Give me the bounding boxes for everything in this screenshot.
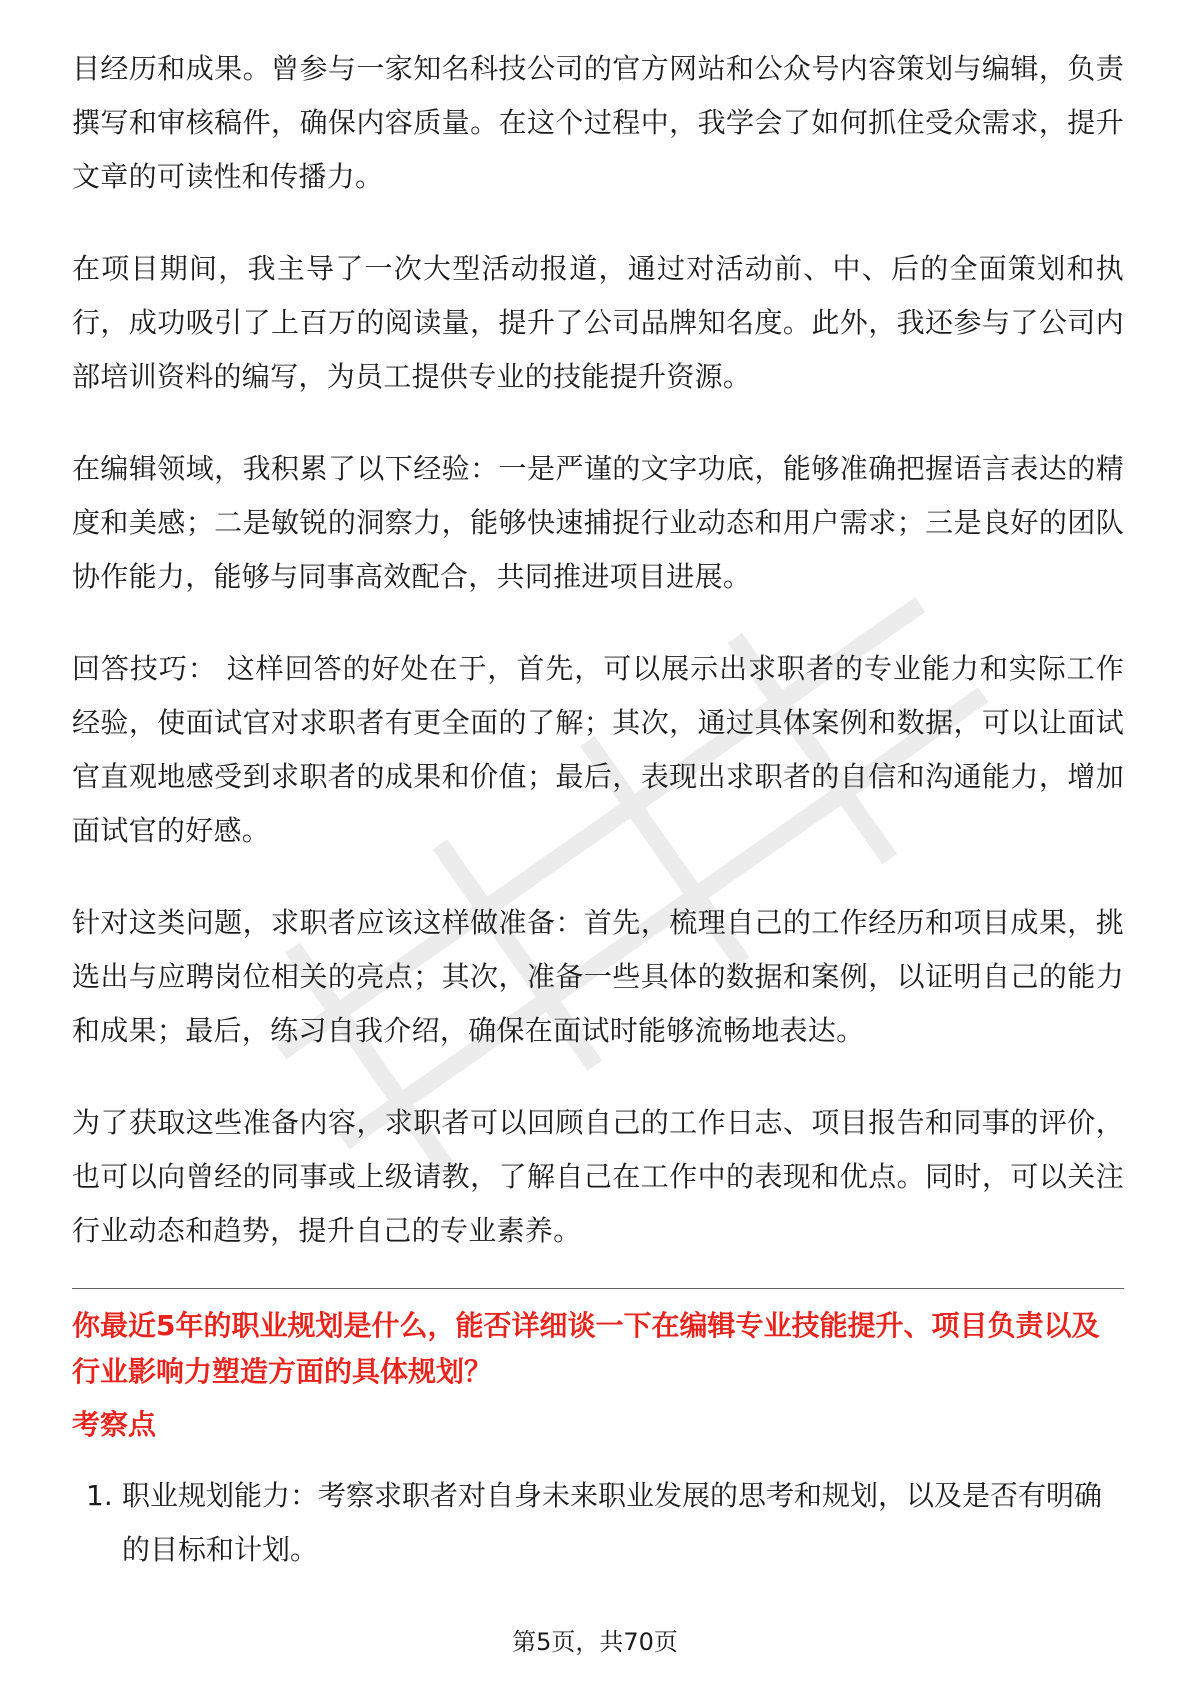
document-page xyxy=(72,42,1124,1577)
section-title: 考察点 xyxy=(72,1408,157,1441)
paragraph-6: 为了获取这些准备内容，求职者可以回顾自己的工作日志、项目报告和同事的评价，也可以向曾经的同事或上级请教，了解自己在工作中的表现和优点。同时，可以关注行业动态和趋势，提升自己的专业素养。 xyxy=(72,1106,1124,1247)
page-footer: 第5页，共70页 xyxy=(512,1628,678,1656)
list-item-number: 1. xyxy=(86,1479,113,1512)
list-item xyxy=(72,1469,1124,1577)
section-divider xyxy=(72,1288,1124,1289)
paragraph-3: 在编辑领域，我积累了以下经验：一是严谨的文字功底，能够准确把握语言表达的精度和美感；二是敏锐的洞察力，能够快速捕捉行业动态和用户需求；三是良好的团队协作能力，能够与同事高效配合，共同推进项目进展。 xyxy=(72,452,1124,593)
list-item-text: 职业规划能力：考察求职者对自身未来职业发展的思考和规划，以及是否有明确的目标和计划。 xyxy=(122,1479,1103,1566)
paragraph-1: 目经历和成果。曾参与一家知名科技公司的官方网站和公众号内容策划与编辑，负责撰写和审核稿件，确保内容质量。在这个过程中，我学会了如何抓住受众需求，提升文章的可读性和传播力。 xyxy=(72,52,1124,193)
interview-question: 你最近5年的职业规划是什么，能否详细谈一下在编辑专业技能提升、项目负责以及行业影响力塑造方面的具体规划？ xyxy=(72,1309,1100,1388)
paragraph-4: 回答技巧： 这样回答的好处在于，首先，可以展示出求职者的专业能力和实际工作经验，使面试官对求职者有更全面的了解；其次，通过具体案例和数据，可以让面试官直观地感受到求职者的成果和价值；最后，表现出求职者的自信和沟通能力，增加面试官的好感。 xyxy=(72,652,1124,847)
paragraph-2: 在项目期间，我主导了一次大型活动报道，通过对活动前、中、后的全面策划和执行，成功吸引了上百万的阅读量，提升了公司品牌知名度。此外，我还参与了公司内部培训资料的编写，为员工提供专业的技能提升资源。 xyxy=(72,252,1124,393)
paragraph-5: 针对这类问题，求职者应该这样做准备：首先，梳理自己的工作经历和项目成果，挑选出与应聘岗位相关的亮点；其次，准备一些具体的数据和案例，以证明自己的能力和成果；最后，练习自我介绍，确保在面试时能够流畅地表达。 xyxy=(72,906,1124,1047)
